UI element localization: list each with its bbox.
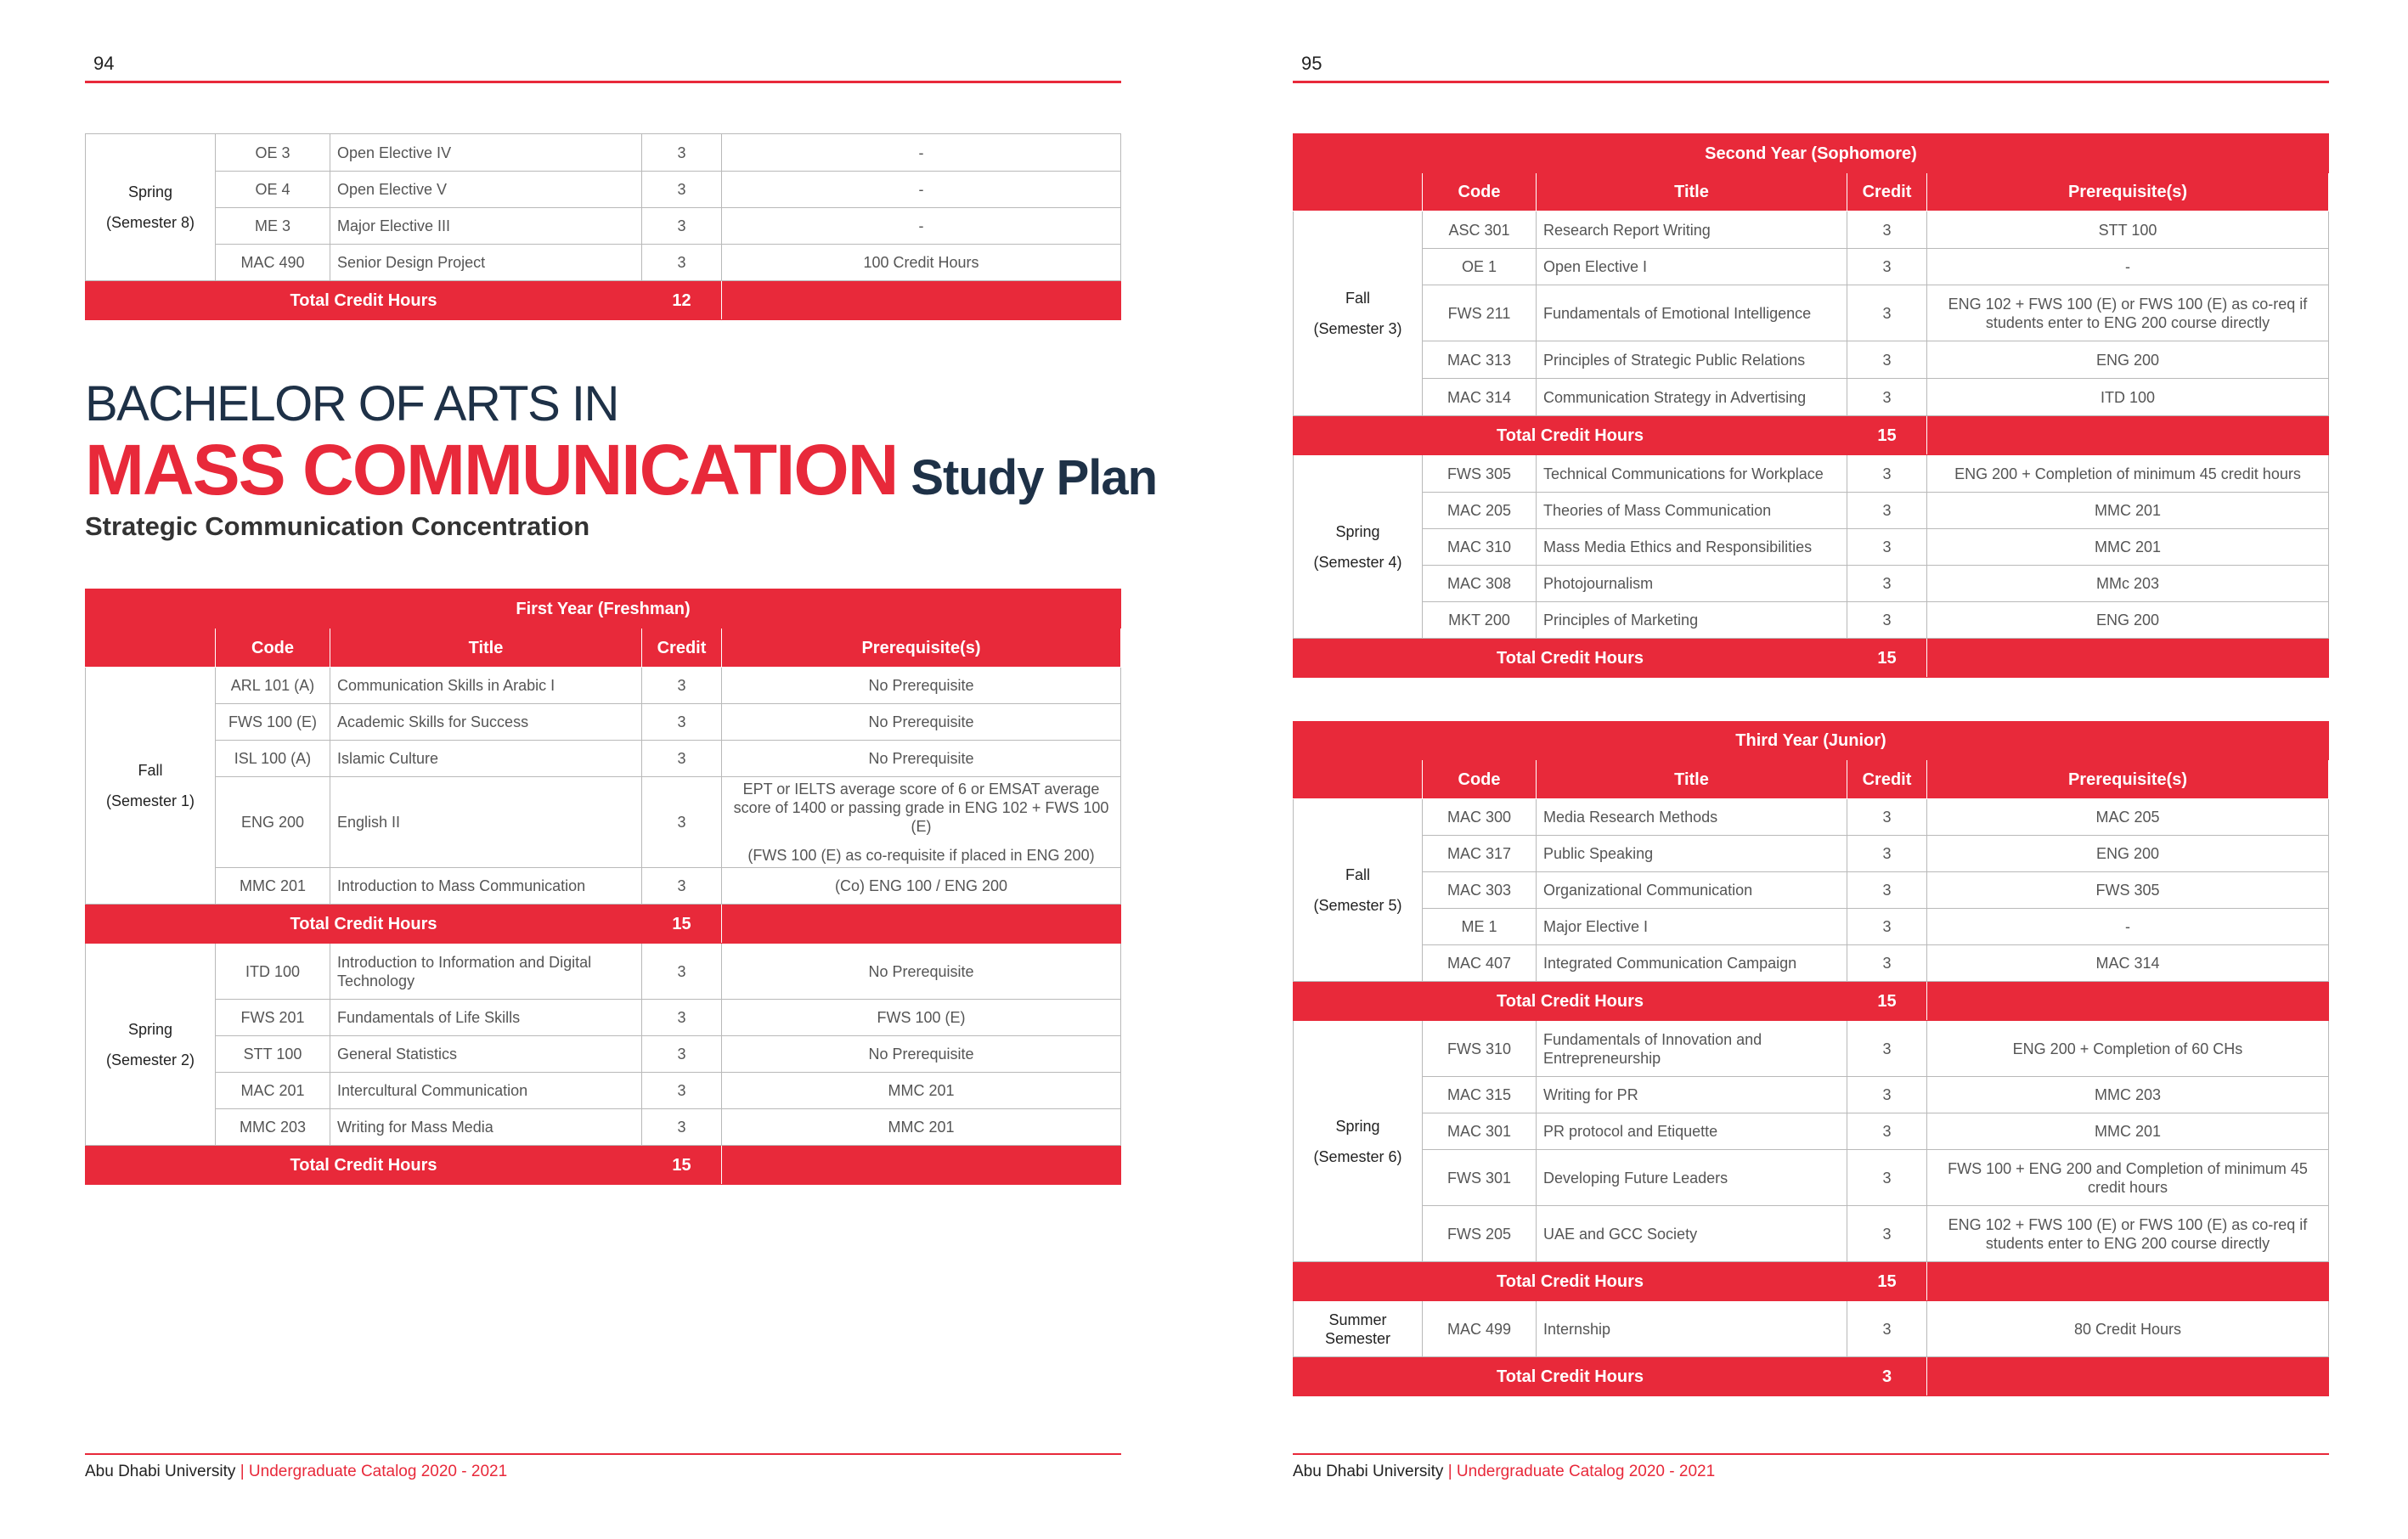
course-prereq: MMC 203 [1927, 1077, 2329, 1113]
course-credit: 3 [1847, 211, 1927, 249]
course-title: Open Elective IV [330, 134, 642, 172]
course-code: MAC 300 [1423, 799, 1537, 836]
table-row [1294, 455, 2329, 493]
semester-label: Fall (Semester 1) [86, 668, 216, 905]
course-credit: 3 [1847, 945, 1927, 982]
course-title: Integrated Communication Campaign [1537, 945, 1847, 982]
course-code: MAC 313 [1423, 341, 1537, 379]
course-title: UAE and GCC Society [1537, 1206, 1847, 1262]
table-row [1294, 1301, 2329, 1357]
course-credit: 3 [1847, 566, 1927, 602]
course-code: ENG 200 [216, 777, 330, 868]
course-code: MAC 301 [1423, 1113, 1537, 1150]
course-title: Internship [1537, 1301, 1847, 1357]
course-prereq: (Co) ENG 100 / ENG 200 [722, 868, 1121, 905]
course-code: FWS 305 [1423, 455, 1537, 493]
column-header-row [86, 629, 1121, 668]
course-credit: 3 [642, 208, 722, 245]
semester-label: Spring (Semester 2) [86, 944, 216, 1146]
course-title: Fundamentals of Life Skills [330, 1000, 642, 1036]
course-prereq: ENG 200 + Completion of minimum 45 credit hours [1927, 455, 2329, 493]
table-row [1294, 529, 2329, 566]
year-title-row [1294, 722, 2329, 760]
course-prereq: - [722, 172, 1121, 208]
table-row [86, 868, 1121, 905]
course-code: ITD 100 [216, 944, 330, 1000]
course-credit: 3 [1847, 455, 1927, 493]
course-prereq: ENG 200 [1927, 341, 2329, 379]
course-credit: 3 [1847, 341, 1927, 379]
year-title-row [1294, 134, 2329, 173]
table-row [86, 134, 1121, 172]
course-prereq: MAC 205 [1927, 799, 2329, 836]
course-credit: 3 [1847, 493, 1927, 529]
course-credit: 3 [642, 668, 722, 704]
total-label: Total Credit Hours [86, 1146, 642, 1185]
course-credit: 3 [1847, 799, 1927, 836]
footer-separator: | [240, 1463, 245, 1480]
header-divider [1293, 81, 2329, 83]
course-code: ARL 101 (A) [216, 668, 330, 704]
page-number: 95 [1301, 53, 1322, 74]
course-prereq: - [1927, 249, 2329, 285]
course-credit: 3 [642, 1073, 722, 1109]
column-header-credit: Credit [642, 629, 722, 668]
course-prereq: - [722, 134, 1121, 172]
course-code: FWS 205 [1423, 1206, 1537, 1262]
total-value: 15 [642, 905, 722, 944]
table-row [1294, 909, 2329, 945]
right-page [1293, 0, 2329, 1539]
header-divider [85, 81, 1121, 83]
total-label: Total Credit Hours [1294, 639, 1847, 678]
course-title: Academic Skills for Success [330, 704, 642, 741]
course-credit: 3 [1847, 872, 1927, 909]
table-row [1294, 1077, 2329, 1113]
course-code: ASC 301 [1423, 211, 1537, 249]
semester-label: Spring (Semester 6) [1294, 1021, 1423, 1262]
footer-catalog: Undergraduate Catalog 2020 - 2021 [1456, 1463, 1716, 1480]
column-header-code: Code [1423, 173, 1537, 211]
course-title: Major Elective III [330, 208, 642, 245]
course-title: Islamic Culture [330, 741, 642, 777]
course-title: Principles of Strategic Public Relations [1537, 341, 1847, 379]
course-title: General Statistics [330, 1036, 642, 1073]
course-credit: 3 [1847, 1077, 1927, 1113]
footer-org: Abu Dhabi University [1293, 1463, 1444, 1480]
table-row [86, 668, 1121, 704]
course-title: Major Elective I [1537, 909, 1847, 945]
table-row [1294, 379, 2329, 416]
course-credit: 3 [1847, 909, 1927, 945]
table-row [86, 704, 1121, 741]
course-title: Senior Design Project [330, 245, 642, 281]
course-title: Intercultural Communication [330, 1073, 642, 1109]
year-title: Second Year (Sophomore) [1294, 134, 2329, 173]
course-credit: 3 [642, 868, 722, 905]
course-code: ISL 100 (A) [216, 741, 330, 777]
course-prereq: MMC 201 [722, 1109, 1121, 1146]
course-title: Introduction to Information and Digital Technology [330, 944, 642, 1000]
course-code: MKT 200 [1423, 602, 1537, 639]
course-credit: 3 [642, 944, 722, 1000]
course-credit: 3 [642, 1036, 722, 1073]
course-title: Writing for Mass Media [330, 1109, 642, 1146]
course-prereq: ENG 102 + FWS 100 (E) or FWS 100 (E) as co-req if students enter to ENG 200 course directly [1927, 285, 2329, 341]
total-row [86, 1146, 1121, 1185]
course-prereq: FWS 100 (E) [722, 1000, 1121, 1036]
course-title: Communication Skills in Arabic I [330, 668, 642, 704]
column-header-credit: Credit [1847, 173, 1927, 211]
table-row [1294, 341, 2329, 379]
course-code: OE 4 [216, 172, 330, 208]
program-heading-line1: BACHELOR OF ARTS IN [85, 376, 618, 431]
course-prereq: ITD 100 [1927, 379, 2329, 416]
table-row [1294, 285, 2329, 341]
table-row [1294, 211, 2329, 249]
course-credit: 3 [1847, 379, 1927, 416]
table-row [1294, 872, 2329, 909]
program-name: MASS COMMUNICATION [85, 430, 898, 510]
course-prereq: MMC 201 [722, 1073, 1121, 1109]
table-row [86, 245, 1121, 281]
course-code: STT 100 [216, 1036, 330, 1073]
footer-org: Abu Dhabi University [85, 1463, 236, 1480]
course-title: PR protocol and Etiquette [1537, 1113, 1847, 1150]
course-code: MAC 317 [1423, 836, 1537, 872]
course-prereq: STT 100 [1927, 211, 2329, 249]
course-prereq: EPT or IELTS average score of 6 or EMSAT average score of 1400 or passing grade in ENG 102 + FWS 100 (E) (FWS 100 (E) as co-requisite if placed in ENG 200) [722, 777, 1121, 868]
total-value: 15 [642, 1146, 722, 1185]
course-code: MAC 407 [1423, 945, 1537, 982]
column-header-semester [1294, 760, 1423, 799]
course-title: Research Report Writing [1537, 211, 1847, 249]
course-credit: 3 [1847, 1113, 1927, 1150]
semester-label: Fall (Semester 3) [1294, 211, 1423, 416]
total-value: 15 [1847, 639, 1927, 678]
course-prereq: MMc 203 [1927, 566, 2329, 602]
course-prereq: FWS 305 [1927, 872, 2329, 909]
table-row [86, 1000, 1121, 1036]
table-row [86, 1073, 1121, 1109]
table-row [1294, 249, 2329, 285]
course-title: Fundamentals of Innovation and Entrepreneurship [1537, 1021, 1847, 1077]
course-code: MAC 303 [1423, 872, 1537, 909]
table-row [86, 777, 1121, 868]
table-row [1294, 1150, 2329, 1206]
year-title: Third Year (Junior) [1294, 722, 2329, 760]
course-credit: 3 [1847, 285, 1927, 341]
table-row [86, 944, 1121, 1000]
footer [1293, 1463, 1715, 1481]
total-value: 15 [1847, 416, 1927, 455]
course-title: Media Research Methods [1537, 799, 1847, 836]
course-prereq: MMC 201 [1927, 529, 2329, 566]
column-header-prereq: Prerequisite(s) [1927, 173, 2329, 211]
course-title: Organizational Communication [1537, 872, 1847, 909]
course-code: MAC 499 [1423, 1301, 1537, 1357]
course-code: OE 1 [1423, 249, 1537, 285]
course-credit: 3 [642, 1109, 722, 1146]
course-code: MAC 310 [1423, 529, 1537, 566]
course-credit: 3 [642, 1000, 722, 1036]
course-prereq: ENG 200 + Completion of 60 CHs [1927, 1021, 2329, 1077]
course-prereq: No Prerequisite [722, 741, 1121, 777]
table-row [1294, 493, 2329, 529]
page-number: 94 [93, 53, 115, 74]
course-credit: 3 [1847, 249, 1927, 285]
table-row [1294, 1206, 2329, 1262]
course-code: OE 3 [216, 134, 330, 172]
course-code: MAC 490 [216, 245, 330, 281]
course-code: MAC 205 [1423, 493, 1537, 529]
column-header-prereq: Prerequisite(s) [722, 629, 1121, 668]
total-row [1294, 416, 2329, 455]
total-label: Total Credit Hours [86, 281, 642, 320]
semester-label: Spring (Semester 8) [86, 134, 216, 281]
table-row [1294, 799, 2329, 836]
course-code: FWS 310 [1423, 1021, 1537, 1077]
table-row [86, 1036, 1121, 1073]
course-title: Photojournalism [1537, 566, 1847, 602]
course-credit: 3 [642, 172, 722, 208]
table-row [1294, 602, 2329, 639]
concentration-title: Strategic Communication Concentration [85, 511, 590, 541]
table-row [86, 1109, 1121, 1146]
course-credit: 3 [1847, 1021, 1927, 1077]
column-header-prereq: Prerequisite(s) [1927, 760, 2329, 799]
table-row [1294, 1021, 2329, 1077]
column-header-row [1294, 173, 2329, 211]
course-code: MMC 203 [216, 1109, 330, 1146]
total-value: 12 [642, 281, 722, 320]
program-heading-line2 [85, 429, 1157, 511]
course-title: Mass Media Ethics and Responsibilities [1537, 529, 1847, 566]
course-credit: 3 [1847, 1206, 1927, 1262]
table-row [86, 741, 1121, 777]
course-prereq: MMC 201 [1927, 493, 2329, 529]
course-credit: 3 [1847, 1301, 1927, 1357]
course-title: Fundamentals of Emotional Intelligence [1537, 285, 1847, 341]
course-credit: 3 [642, 777, 722, 868]
course-title: Theories of Mass Communication [1537, 493, 1847, 529]
total-value: 15 [1847, 1262, 1927, 1301]
footer-divider [85, 1453, 1121, 1455]
course-title: English II [330, 777, 642, 868]
course-credit: 3 [1847, 529, 1927, 566]
semester-label: Spring (Semester 4) [1294, 455, 1423, 639]
total-value: 15 [1847, 982, 1927, 1021]
course-prereq: ENG 200 [1927, 836, 2329, 872]
course-title: Developing Future Leaders [1537, 1150, 1847, 1206]
semester-label: Fall (Semester 5) [1294, 799, 1423, 982]
column-header-code: Code [1423, 760, 1537, 799]
total-value: 3 [1847, 1357, 1927, 1396]
course-title: Writing for PR [1537, 1077, 1847, 1113]
footer-divider [1293, 1453, 2329, 1455]
study-plan-label: Study Plan [911, 450, 1158, 505]
total-row [86, 281, 1121, 320]
column-header-semester [86, 629, 216, 668]
column-header-title: Title [330, 629, 642, 668]
table-row [1294, 836, 2329, 872]
course-credit: 3 [642, 134, 722, 172]
table-row [1294, 945, 2329, 982]
course-title: Principles of Marketing [1537, 602, 1847, 639]
column-header-row [1294, 760, 2329, 799]
course-prereq: 100 Credit Hours [722, 245, 1121, 281]
total-row [1294, 982, 2329, 1021]
course-prereq: No Prerequisite [722, 1036, 1121, 1073]
table-row [86, 208, 1121, 245]
semester-8-table [85, 133, 1121, 320]
total-label: Total Credit Hours [1294, 416, 1847, 455]
course-prereq: MMC 201 [1927, 1113, 2329, 1150]
course-title: Public Speaking [1537, 836, 1847, 872]
course-prereq: ENG 200 [1927, 602, 2329, 639]
course-title: Open Elective V [330, 172, 642, 208]
semester-label: Summer Semester [1294, 1301, 1423, 1357]
course-code: ME 3 [216, 208, 330, 245]
course-code: MAC 201 [216, 1073, 330, 1109]
course-credit: 3 [642, 704, 722, 741]
course-prereq: FWS 100 + ENG 200 and Completion of minimum 45 credit hours [1927, 1150, 2329, 1206]
footer-separator: | [1447, 1463, 1452, 1480]
course-credit: 3 [1847, 836, 1927, 872]
third-year-table [1293, 721, 2329, 1396]
course-code: FWS 301 [1423, 1150, 1537, 1206]
course-title: Open Elective I [1537, 249, 1847, 285]
course-code: MAC 315 [1423, 1077, 1537, 1113]
course-prereq: ENG 102 + FWS 100 (E) or FWS 100 (E) as co-req if students enter to ENG 200 course directly [1927, 1206, 2329, 1262]
total-label: Total Credit Hours [1294, 1262, 1847, 1301]
course-title: Introduction to Mass Communication [330, 868, 642, 905]
course-prereq: No Prerequisite [722, 668, 1121, 704]
total-label: Total Credit Hours [1294, 1357, 1847, 1396]
course-prereq: - [722, 208, 1121, 245]
column-header-title: Title [1537, 760, 1847, 799]
column-header-code: Code [216, 629, 330, 668]
column-header-semester [1294, 173, 1423, 211]
footer [85, 1463, 507, 1481]
total-row [1294, 639, 2329, 678]
course-credit: 3 [642, 741, 722, 777]
total-label: Total Credit Hours [86, 905, 642, 944]
column-header-title: Title [1537, 173, 1847, 211]
table-row [86, 172, 1121, 208]
course-code: MAC 308 [1423, 566, 1537, 602]
course-code: ME 1 [1423, 909, 1537, 945]
course-prereq: No Prerequisite [722, 944, 1121, 1000]
left-page [85, 0, 1158, 1539]
table-row [1294, 1113, 2329, 1150]
total-label: Total Credit Hours [1294, 982, 1847, 1021]
year-title-row [86, 589, 1121, 629]
course-prereq: 80 Credit Hours [1927, 1301, 2329, 1357]
course-code: MAC 314 [1423, 379, 1537, 416]
footer-catalog: Undergraduate Catalog 2020 - 2021 [248, 1463, 508, 1480]
first-year-table [85, 589, 1121, 1185]
course-code: FWS 100 (E) [216, 704, 330, 741]
course-prereq: MAC 314 [1927, 945, 2329, 982]
course-prereq: - [1927, 909, 2329, 945]
course-prereq: No Prerequisite [722, 704, 1121, 741]
year-title: First Year (Freshman) [86, 589, 1121, 629]
total-row [1294, 1262, 2329, 1301]
course-code: FWS 201 [216, 1000, 330, 1036]
course-title: Technical Communications for Workplace [1537, 455, 1847, 493]
total-row [1294, 1357, 2329, 1396]
course-credit: 3 [1847, 1150, 1927, 1206]
course-credit: 3 [1847, 602, 1927, 639]
second-year-table [1293, 133, 2329, 678]
course-code: FWS 211 [1423, 285, 1537, 341]
table-row [1294, 566, 2329, 602]
course-title: Communication Strategy in Advertising [1537, 379, 1847, 416]
course-code: MMC 201 [216, 868, 330, 905]
total-row [86, 905, 1121, 944]
column-header-credit: Credit [1847, 760, 1927, 799]
course-credit: 3 [642, 245, 722, 281]
